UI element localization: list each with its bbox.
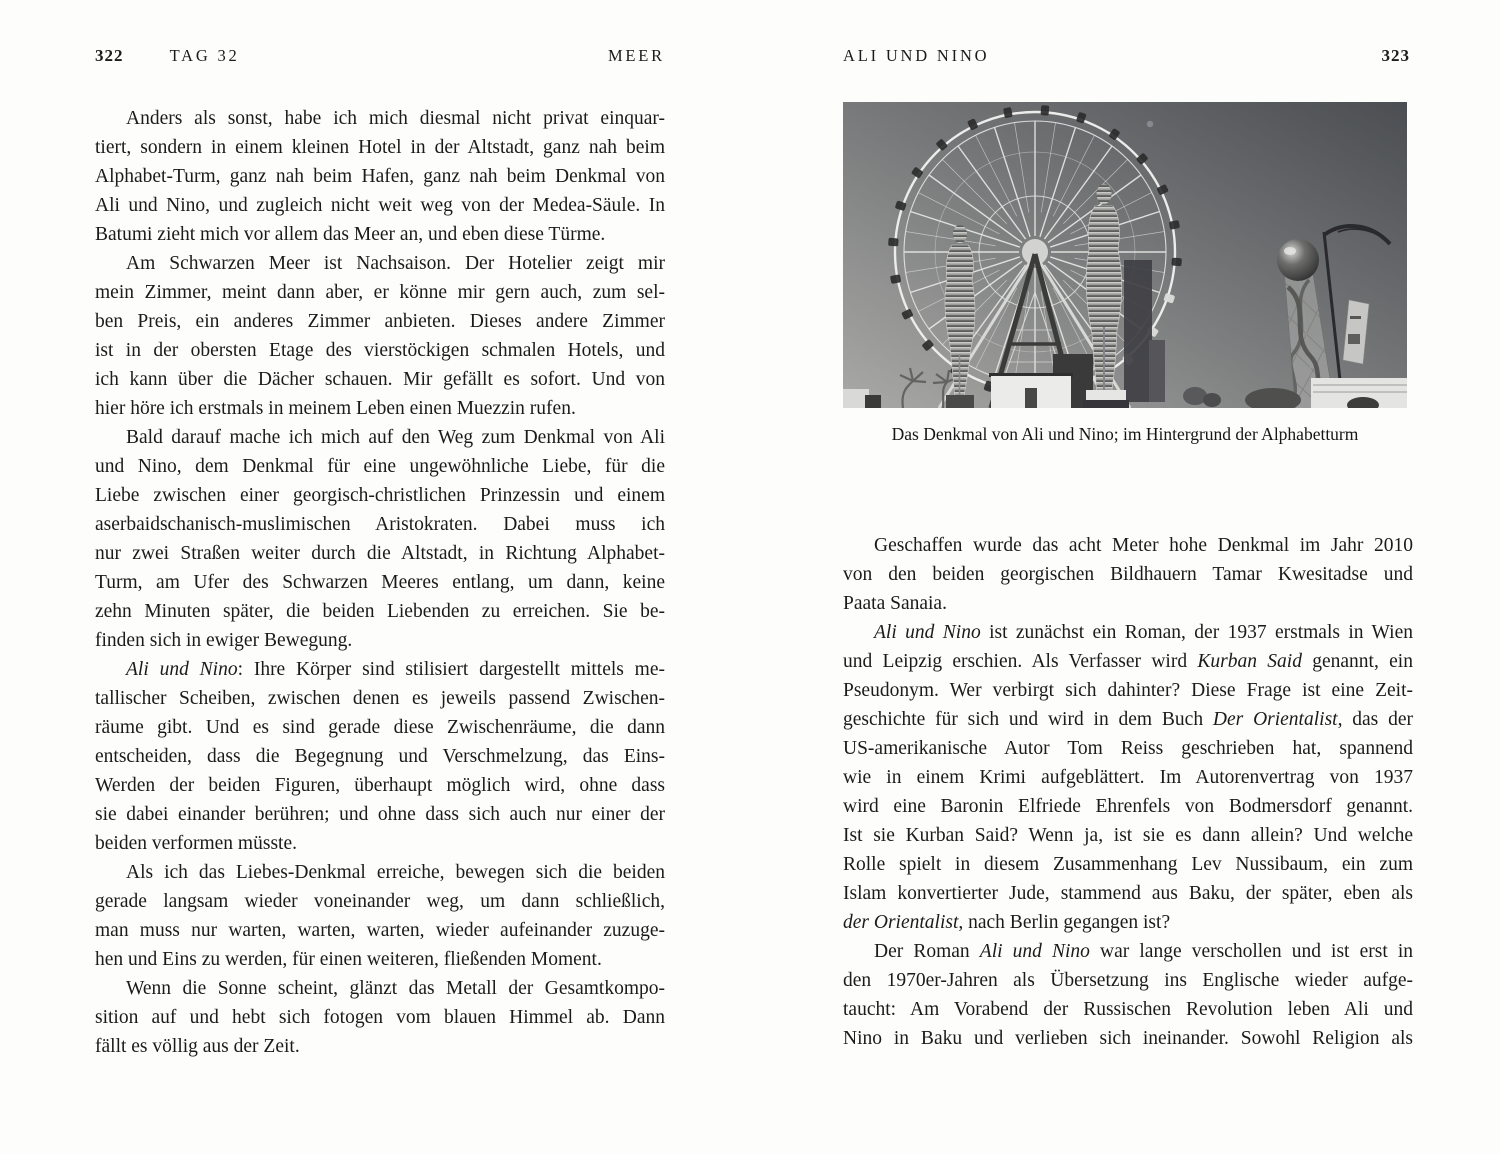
text-line: Batumi zieht mich vor allem das Meer an, und eben diese Türme. — [95, 224, 606, 245]
text-line: den 1970er-Jahren als Übersetzung ins Englische wieder aufge- — [843, 970, 1413, 991]
text-line: wie in einem Krimi aufgeblättert. Im Autorenvertrag von 1937 — [843, 767, 1413, 788]
text-line: Werden der beiden Figuren, überhaupt möglich wird, ohne dass — [95, 775, 665, 796]
text-line: beiden verformen müsste. — [95, 833, 297, 854]
text-line: Als ich das Liebes-Denkmal erreiche, bewegen sich die beiden — [126, 862, 665, 883]
text-column-left — [95, 104, 665, 1061]
text-line: von den beiden georgischen Bildhauern Tamar Kwesitadse und — [843, 564, 1413, 585]
text-line: Bald darauf mache ich mich auf den Weg zum Denkmal von Ali — [126, 427, 665, 448]
right-page-header — [843, 46, 1410, 66]
text-line: Ali und Nino, und zugleich nicht weit weg von der Medea-Säule. In — [95, 195, 665, 216]
text-line: ben Preis, ein anderes Zimmer anbieten. Dieses andere Zimmer — [95, 311, 665, 332]
text-line: geschichte für sich und wird in dem Buch Der Orientalist, das der — [843, 709, 1413, 730]
left-page-header — [95, 46, 665, 66]
text-line: hen und Eins zu werden, für einen weiteren, fließenden Moment. — [95, 949, 602, 970]
text-line: Pseudonym. Wer verbirgt sich dahinter? Diese Frage ist eine Zeit- — [843, 680, 1413, 701]
text-line: US-amerikanische Autor Tom Reiss geschrieben hat, spannend — [843, 738, 1413, 759]
text-line: Paata Sanaia. — [843, 593, 947, 614]
text-line: sition auf und hebt sich fotogen vom blauen Himmel ab. Dann — [95, 1007, 665, 1028]
text-line: Geschaffen wurde das acht Meter hohe Denkmal im Jahr 2010 — [874, 535, 1413, 556]
running-head-right: ALI UND NINO — [843, 46, 990, 65]
text-line: aserbaidschanisch-muslimischen Aristokraten. Dabei muss ich — [95, 514, 665, 535]
text-line: ich kann über die Dächer schauen. Mir gefällt es sofort. Und von — [95, 369, 665, 390]
text-line: und Leipzig erschien. Als Verfasser wird Kurban Said genannt, ein — [843, 651, 1413, 672]
text-line: hier höre ich erstmals in meinem Leben einen Muezzin rufen. — [95, 398, 576, 419]
moon — [1147, 121, 1153, 127]
page-number-right: 323 — [1381, 46, 1410, 65]
text-line: wird eine Baronin Elfriede Ehrenfels von Bodmersdorf genannt. — [843, 796, 1413, 817]
photo-caption: Das Denkmal von Ali und Nino; im Hintergrund der Alphabetturm — [891, 424, 1359, 444]
text-line: man muss nur warten, warten, warten, wieder aufeinander zuzuge- — [95, 920, 665, 941]
text-line: Der Roman Ali und Nino war lange verschollen und ist erst in — [874, 941, 1414, 962]
text-line: Ali und Nino: Ihre Körper sind stilisiert dargestellt mittels me- — [126, 659, 666, 680]
text-line: mein Zimmer, meint dann aber, er könne mir gern auch, zum sel- — [95, 282, 665, 303]
text-line: der Orientalist, nach Berlin gegangen ist? — [843, 912, 1171, 933]
section-label: TAG 32 — [169, 46, 240, 65]
text-line: Am Schwarzen Meer ist Nachsaison. Der Hotelier zeigt mir — [126, 253, 665, 274]
page-number-left: 322 — [95, 46, 124, 65]
text-line: Turm, am Ufer des Schwarzen Meeres entlang, um dann, keine — [95, 572, 665, 593]
text-column-right — [843, 531, 1413, 1053]
text-line: gerade langsam wieder voneinander weg, um dann schließlich, — [95, 891, 665, 912]
text-line: und Nino, dem Denkmal für eine ungewöhnliche Liebe, für die — [95, 456, 665, 477]
text-line: Rolle spielt in diesem Zusammenhang Lev Nussibaum, ein zum — [843, 854, 1413, 875]
text-line: taucht: Am Vorabend der Russischen Revolution leben Ali und — [843, 999, 1413, 1020]
text-line: sie dabei einander berühren; und ohne dass sich auch nur einer der — [95, 804, 665, 825]
text-line: tiert, sondern in einem kleinen Hotel in der Altstadt, ganz nah beim — [95, 137, 665, 158]
text-line: Nino in Baku und verlieben sich ineinander. Sowohl Religion als — [843, 1028, 1413, 1049]
text-line: Anders als sonst, habe ich mich diesmal nicht privat einquar- — [126, 108, 665, 129]
text-line: zehn Minuten später, die beiden Liebenden zu erreichen. Sie be- — [95, 601, 665, 622]
text-line: Alphabet-Turm, ganz nah beim Hafen, ganz nah beim Denkmal von — [95, 166, 665, 187]
running-head-left: MEER — [607, 46, 665, 65]
text-line: räume gibt. Und es sind gerade diese Zwischenräume, die dann — [95, 717, 665, 738]
text-line: Ali und Nino ist zunächst ein Roman, der 1937 erstmals in Wien — [874, 622, 1413, 643]
text-line: Ist sie Kurban Said? Wenn ja, ist sie es dann allein? Und welche — [843, 825, 1413, 846]
text-line: Wenn die Sonne scheint, glänzt das Metall der Gesamtkompo- — [126, 978, 665, 999]
text-line: ist in der obersten Etage des vierstöckigen schmalen Hotels, und — [95, 340, 665, 361]
text-line: entscheiden, dass die Begegnung und Verschmelzung, das Eins- — [95, 746, 665, 767]
text-line: Islam konvertierter Jude, stammend aus Baku, der später, eben als — [843, 883, 1413, 904]
monument-photo — [843, 102, 1407, 408]
text-line: Liebe zwischen einer georgisch-christlichen Prinzessin und einem — [95, 485, 665, 506]
text-line: nur zwei Straßen weiter durch die Altstadt, in Richtung Alphabet- — [95, 543, 665, 564]
text-line: fällt es völlig aus der Zeit. — [95, 1036, 300, 1057]
text-line: tallischer Scheiben, zwischen denen es jeweils passend Zwischen- — [95, 688, 665, 709]
text-line: finden sich in ewiger Bewegung. — [95, 630, 353, 651]
